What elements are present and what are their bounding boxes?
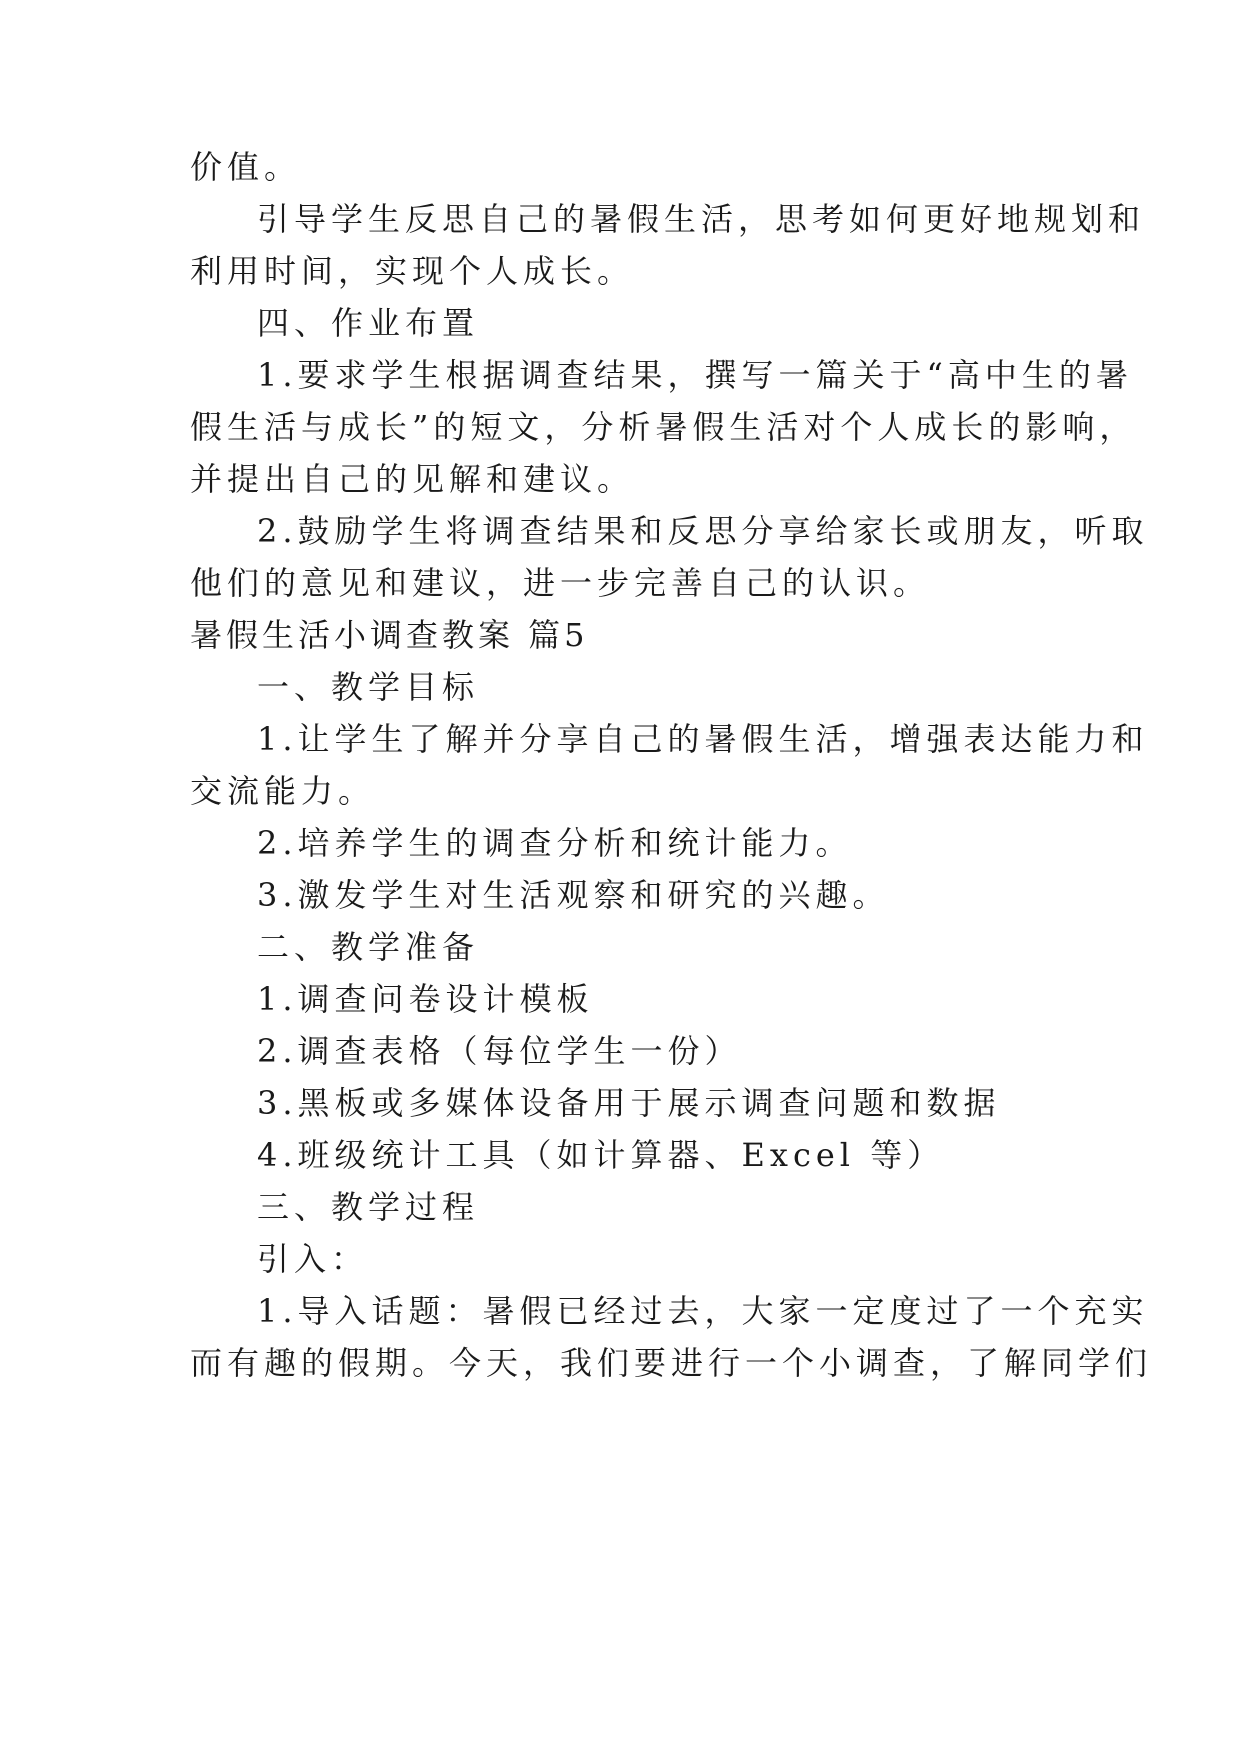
section-heading: 三、教学过程: [257, 1188, 480, 1226]
paragraph-line: 假生活与成长”的短文，分析暑假生活对个人成长的影响，: [190, 408, 1137, 446]
paragraph-line: 1.要求学生根据调查结果，撰写一篇关于“高中生的暑: [257, 356, 1133, 394]
paragraph-line: 3.激发学生对生活观察和研究的兴趣。: [257, 876, 890, 914]
paragraph-line: 交流能力。: [190, 772, 376, 810]
paragraph-line: 1.调查问卷设计模板: [257, 980, 594, 1018]
paragraph-line: 并提出自己的见解和建议。: [190, 460, 635, 498]
paragraph-line: 而有趣的假期。今天，我们要进行一个小调查，了解同学们: [190, 1344, 1153, 1382]
paragraph-line: 价值。: [190, 148, 302, 186]
section-heading: 一、教学目标: [257, 668, 480, 706]
paragraph-line: 1.让学生了解并分享自己的暑假生活，增强表达能力和: [257, 720, 1149, 758]
document-title: 暑假生活小调查教案 篇5: [190, 616, 589, 654]
section-heading: 二、教学准备: [257, 928, 480, 966]
paragraph-line: 引入：: [257, 1240, 369, 1278]
paragraph-line: 他们的意见和建议，进一步完善自己的认识。: [190, 564, 931, 602]
paragraph-line: 2.调查表格（每位学生一份）: [257, 1032, 742, 1070]
paragraph-line: 3.黑板或多媒体设备用于展示调查问题和数据: [257, 1084, 1001, 1122]
paragraph-line: 2.培养学生的调查分析和统计能力。: [257, 824, 853, 862]
section-heading: 四、作业布置: [257, 304, 480, 342]
paragraph-line: 1.导入话题：暑假已经过去，大家一定度过了一个充实: [257, 1292, 1149, 1330]
paragraph-line: 2.鼓励学生将调查结果和反思分享给家长或朋友，听取: [257, 512, 1149, 550]
paragraph-line: 引导学生反思自己的暑假生活，思考如何更好地规划和: [257, 200, 1146, 238]
paragraph-line: 利用时间，实现个人成长。: [190, 252, 635, 290]
paragraph-line: 4.班级统计工具（如计算器、Excel 等）: [257, 1136, 945, 1174]
